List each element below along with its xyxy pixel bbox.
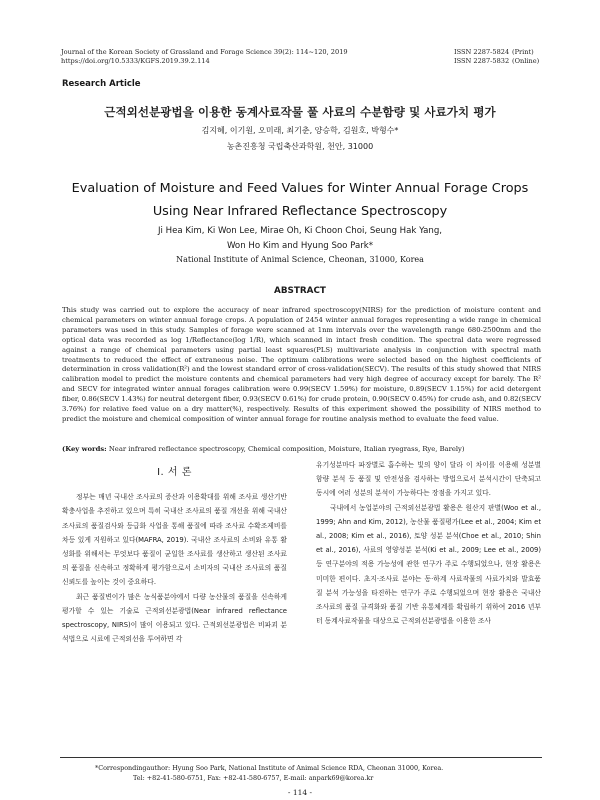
- authors-english-line2: Won Ho Kim and Hyung Soo Park*: [226, 240, 374, 251]
- keywords: [62, 445, 541, 455]
- title-english: [0, 177, 600, 223]
- article-type: Research Article: [62, 79, 141, 89]
- title-korean: 근적외선분광법을 이용한 동계사료작물 풀 사료의 수분함량 및 사료가치 평가: [104, 105, 496, 119]
- keywords-label: (Key words:: [62, 445, 107, 453]
- authors-korean: 김지혜, 이기원, 오미래, 최기춘, 양승학, 김원호, 박형수*: [201, 126, 399, 135]
- affiliation-english: National Institute of Animal Science, Cheonan, 31000, Korea: [176, 255, 424, 264]
- issn-online: ISSN 2287-5832: [454, 57, 510, 65]
- body-column-left: [62, 458, 287, 646]
- journal-citation: Journal of the Korean Society of Grassland and Forage Science 39(2): 114~120, 2019: [61, 48, 348, 56]
- footnote-line1: *Correspondingauthor: Hyung Soo Park, National Institute of Animal Science RDA, Cheonan 31000, Korea.: [95, 764, 444, 772]
- paragraph: 최근 품질변이가 많은 농식품분야에서 다량 농산물의 품질을 신속하게 평가할 수 있는 기술로 근적외선분광법(Near infrared reflectance spectroscopy, NIRS)이 많이 이용되고 있다. 근적외선분광법은 비파괴 분석법으로 시료에 근적외선을 투여하면 각: [62, 592, 287, 644]
- issn-block: [454, 48, 570, 66]
- body-column-right: [316, 458, 541, 628]
- authors-english-line1: Ji Hea Kim, Ki Won Lee, Mirae Oh, Ki Choon Choi, Seung Hak Yang,: [157, 226, 443, 236]
- paragraph: 정부는 매년 국내산 조사료의 증산과 이용확대를 위해 조사료 생산기반 확충사업을 추진하고 있으며 특히 국내산 조사료의 품질 개선을 위해 국내산 조사료의 품질검사와 등급화 사업을 통해 품질에 따라 조사료 수확조제비를 차등 있게 지원하고 있다(MAFRA, 2019). 국내산 조사료의 소비와 유통 활성화를 위해서는 무엇보다 품질이 균일한 조사료를 생산하고 생산된 조사료의 품질을 신속하고 정확하게 평가함으로서 소비자의 국내산 조사료의 품질 신뢰도를 높이는 것이 중요하다.: [62, 493, 287, 587]
- keywords-list: Near infrared reflectance spectroscopy, Chemical composition, Moisture, Italian ryegrass, Rye, Barely): [108, 445, 465, 453]
- affiliation-korean: 농촌진흥청 국립축산과학원, 천안, 31000: [226, 142, 374, 151]
- paragraph: 유기성분마다 파장별로 흡수하는 빛의 양이 달라 이 차이를 이용해 성분별 함량 분석 등 품질 및 안전성을 검사하는 방법으로서 분석시간이 단축되고 동시에 여러 성분의 분석이 가능하다는 장점을 가지고 있다.: [316, 461, 541, 498]
- abstract-text: This study was carried out to explore the accuracy of near infrared spectroscopy(NIRS) for the prediction of moisture content and chemical parameters on winter annual forage crops. A population of 2454 winter annual forages representing a wide range in chemical parameters was used in this study. Samples of forage were scanned at 1nm intervals over the wavelength range 680-2500nm and the optical data was recorded as log 1/Reflectance(log 1/R), which scanned in intact fresh condition. The spectral data were regressed against a range of chemical parameters using partial least squares(PLS) multivariate analysis in conjunction with spectral math treatments to reduced the effect of extraneous noise. The optimum calibrations were selected based on the highest coefficients of determination in cross validation(R²) and the lowest standard error of cross-validation(SECV). The results of this study showed that NIRS calibration model to predict the moisture contents and chemical parameters had very high degree of accuracy except for barely. The R² and SECV for integrated winter annual forages calibration were 0.99(SECV 1.59%) for moisture, 0.89(SECV 1.15%) for acid detergent fiber, 0.86(SECV 1.43%) for neutral detergent fiber, 0.93(SECV 0.61%) for crude protein, 0.90(SECV 0.45%) for crude ash, and 0.82(SECV 3.76%) for relative feed value on a dry matter(%), respectively. Results of this experiment showed the possibility of NIRS method to predict the moisture and chemical composition of winter annual forage for routine analysis method to evaluate the feed value.: [62, 306, 541, 423]
- section-heading-introduction: Ⅰ. 서 론: [157, 467, 192, 478]
- corresponding-author-footnote: [95, 763, 443, 783]
- authors-english: [0, 224, 600, 253]
- footnote-line2: Tel: +82-41-580-6751, Fax: +82-41-580-6757, E-mail: anpark69@korea.kr: [133, 774, 374, 782]
- journal-header: [61, 48, 348, 66]
- issn-print: ISSN 2287-5824: [454, 48, 510, 56]
- paragraph: 국내에서 농업분야의 근적외선분광법 활용은 원산지 판별(Woo et al., 1999; Ahn and Kim, 2012), 농산물 품질평가(Lee et al., 2004; Kim et al., 2008; Kim et al., 2016), 토양 성분 분석(Choe et al., 2010; Shin et al., 2016), 사료의 영양성분 분석(Ki et al., 2009; Lee et al., 2009) 등 연구분야의 적용 가능성에 관한 연구가 주로 수행되었으나, 현장 활용은 미미한 편이다. 초지·조사료 분야는 동·하계 사료작물의 사료가치와 발효품질 분석 가능성을 타진하는 연구가 주로 수행되었으며 현장 활용은 국내산 조사료의 품질 규격화와 품질 기반 유통체계를 확립하기 위하여 2016 년부터 동계사료작물을 대상으로 근적외선분광법을 이용한 조사: [316, 503, 541, 626]
- title-english-line2: Using Near Infrared Reflectance Spectroscopy: [152, 204, 448, 219]
- page-number: - 114 -: [287, 788, 313, 797]
- abstract-heading: ABSTRACT: [274, 286, 326, 296]
- issn-online-label: (Online): [512, 57, 540, 65]
- title-english-line1: Evaluation of Moisture and Feed Values for Winter Annual Forage Crops: [71, 181, 529, 196]
- footnote-divider: [60, 757, 542, 758]
- doi-link[interactable]: https://doi.org/10.5333/KGFS.2019.39.2.114: [61, 57, 210, 65]
- issn-print-label: (Print): [512, 48, 534, 56]
